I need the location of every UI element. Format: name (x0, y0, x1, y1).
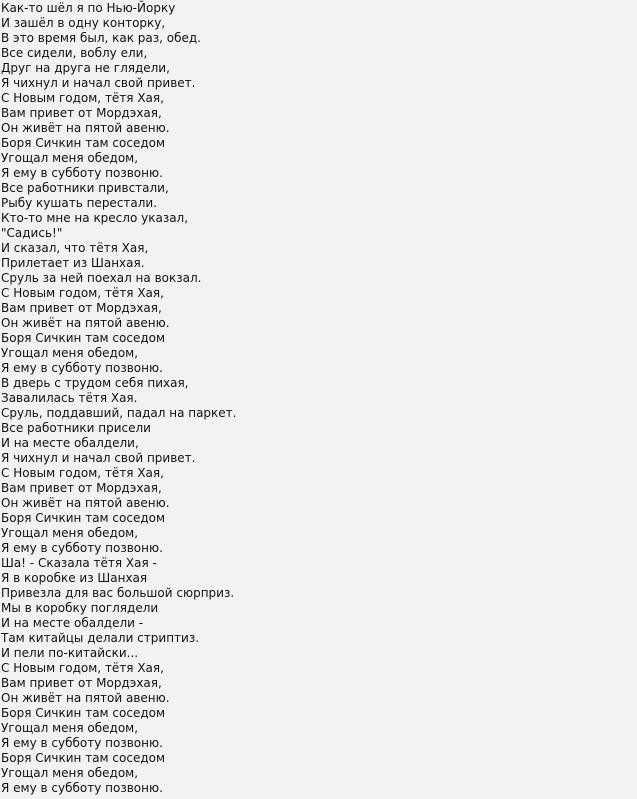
lyric-line: Как-то шёл я по Нью-Йорку (1, 1, 176, 15)
lyric-line: Я чихнул и начал свой привет. (1, 76, 196, 90)
lyric-line: Я ему в субботу позвоню. (1, 781, 163, 795)
lyric-line: Угощал меня обедом, (1, 151, 139, 165)
lyric-line: Друг на друга не глядели, (1, 61, 170, 75)
lyric-line: И на месте обалдели - (1, 616, 144, 630)
lyric-line: Угощал меня обедом, (1, 526, 139, 540)
lyric-line: Угощал меня обедом, (1, 766, 139, 780)
lyric-line: Я в коробке из Шанхая (1, 571, 148, 585)
lyric-line: Вам привет от Мордэхая, (1, 301, 162, 315)
lyric-line: "Садись!" (1, 226, 63, 240)
lyric-line: Мы в коробку поглядели (1, 601, 159, 615)
lyric-line: В это время был, как раз, обед. (1, 31, 201, 45)
lyric-line: Сруль, поддавший, падал на паркет. (1, 406, 237, 420)
lyric-line: Привезла для вас большой сюрприз. (1, 586, 235, 600)
lyric-line: Сруль за ней поехал на вокзал. (1, 271, 202, 285)
lyric-line: Я ему в субботу позвоню. (1, 736, 163, 750)
lyric-line: И пели по-китайски... (1, 646, 139, 660)
lyric-line: Он живёт на пятой авеню. (1, 691, 170, 705)
lyric-line: Боря Сичкин там соседом (1, 511, 166, 525)
lyric-line: Я ему в субботу позвоню. (1, 361, 163, 375)
lyric-line: Угощал меня обедом, (1, 721, 139, 735)
lyric-line: И зашёл в одну конторку, (1, 16, 166, 30)
lyric-line: С Новым годом, тётя Хая, (1, 661, 164, 675)
lyric-line: И на месте обалдели, (1, 436, 139, 450)
lyric-line: С Новым годом, тётя Хая, (1, 286, 164, 300)
lyric-line: Там китайцы делали стриптиз. (1, 631, 200, 645)
lyric-line: В дверь с трудом себя пихая, (1, 376, 189, 390)
lyric-line: Ша! - Сказала тётя Хая - (1, 556, 157, 570)
lyric-line: Я ему в субботу позвоню. (1, 166, 163, 180)
lyric-line: Боря Сичкин там соседом (1, 751, 166, 765)
lyric-line: Он живёт на пятой авеню. (1, 121, 170, 135)
lyric-line: Боря Сичкин там соседом (1, 331, 166, 345)
lyric-line: Я чихнул и начал свой привет. (1, 451, 196, 465)
lyric-line: Все сидели, воблу ели, (1, 46, 148, 60)
lyric-line: Все работники присели (1, 421, 151, 435)
lyric-line: Он живёт на пятой авеню. (1, 316, 170, 330)
lyrics-text (1, 1, 236, 796)
lyric-line: Вам привет от Мордэхая, (1, 106, 162, 120)
lyric-line: Он живёт на пятой авеню. (1, 496, 170, 510)
lyric-line: Я ему в субботу позвоню. (1, 541, 163, 555)
lyric-line: Рыбу кушать перестали. (1, 196, 158, 210)
lyric-line: Вам привет от Мордэхая, (1, 481, 162, 495)
lyric-line: Кто-то мне на кресло указал, (1, 211, 189, 225)
lyric-line: Прилетает из Шанхая. (1, 256, 145, 270)
lyric-line: С Новым годом, тётя Хая, (1, 466, 164, 480)
lyric-line: Угощал меня обедом, (1, 346, 139, 360)
lyric-line: И сказал, что тётя Хая, (1, 241, 149, 255)
lyric-line: Завалилась тётя Хая. (1, 391, 138, 405)
lyric-line: Вам привет от Мордэхая, (1, 676, 162, 690)
lyric-line: С Новым годом, тётя Хая, (1, 91, 164, 105)
lyric-line: Боря Сичкин там соседом (1, 706, 166, 720)
lyric-line: Боря Сичкин там соседом (1, 136, 166, 150)
lyric-line: Все работники привстали, (1, 181, 169, 195)
